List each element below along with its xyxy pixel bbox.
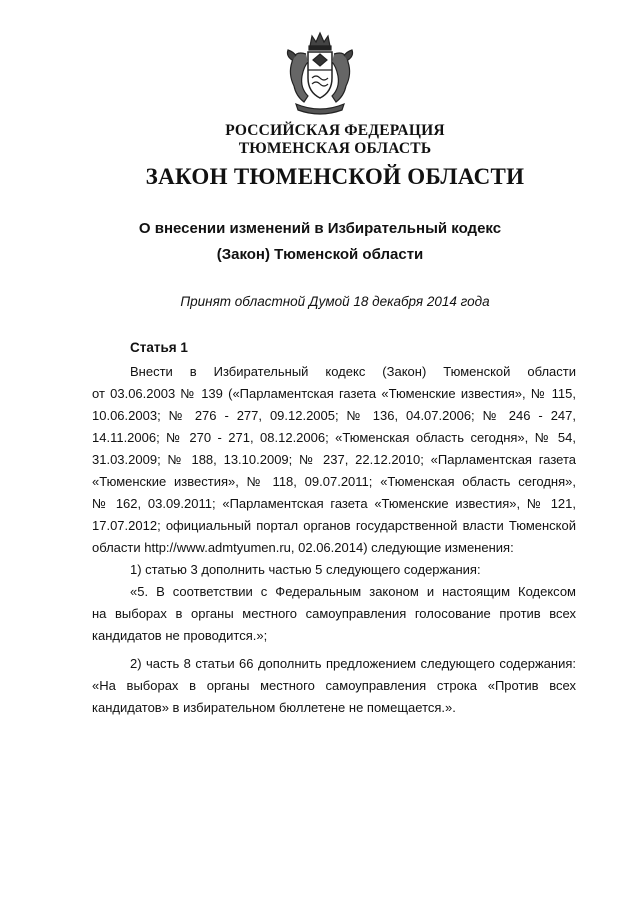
article-heading: Статья 1 xyxy=(130,340,188,355)
article-text-line: Внести в Избирательный кодекс (Закон) Тюменской области xyxy=(130,364,576,379)
amendment-2-intro: 2) часть 8 статьи 66 дополнить предложением следующего содержания: xyxy=(130,656,576,671)
adoption-date: Принят областной Думой 18 декабря 2014 года xyxy=(180,294,490,309)
law-type-heading: ЗАКОН ТЮМЕНСКОЙ ОБЛАСТИ xyxy=(145,164,525,189)
article-text-line: от 03.06.2003 № 139 («Парламентская газета «Тюменские известия», № 115, xyxy=(92,386,576,401)
article-text-line: 14.11.2006; № 270 - 271, 08.12.2006; «Тюменская область сегодня», № 54, xyxy=(92,430,576,445)
article-text-line: области http://www.admtyumen.ru, 02.06.2014) следующие изменения: xyxy=(92,540,514,555)
amendment-1-text-line: «5. В соответствии с Федеральным законом и настоящим Кодексом xyxy=(130,584,576,599)
article-text-line: 31.03.2009; № 188, 13.10.2009; № 237, 22.12.2010; «Парламентская газета xyxy=(92,452,576,467)
article-text-line: «Тюменские известия», № 118, 09.07.2011; «Тюменская область сегодня», xyxy=(92,474,576,489)
amendment-1-text-line: кандидатов не проводится.»; xyxy=(92,628,268,643)
article-text-line: 17.07.2012; официальный портал органов государственной власти Тюменской xyxy=(92,518,576,533)
amendment-2-text-line: «На выборах в органы местного самоуправления строка «Против всех xyxy=(92,678,576,693)
amendment-2-text-line: кандидатов» в избирательном бюллетене не помещается.». xyxy=(92,700,456,715)
law-title-line-1: О внесении изменений в Избирательный кодекс xyxy=(138,220,502,237)
country-heading: РОССИЙСКАЯ ФЕДЕРАЦИЯ xyxy=(225,122,445,139)
region-heading: ТЮМЕНСКАЯ ОБЛАСТЬ xyxy=(238,140,432,157)
article-text-line: № 162, 03.09.2011; «Парламентская газета «Тюменские известия», № 121, xyxy=(92,496,576,511)
amendment-1-text-line: на выборах в органы местного самоуправления голосование против всех xyxy=(92,606,576,621)
amendment-1-intro: 1) статью 3 дополнить частью 5 следующего содержания: xyxy=(130,562,481,577)
article-text-line: 10.06.2003; № 276 - 277, 09.12.2005; № 136, 04.07.2006; № 246 - 247, xyxy=(92,408,576,423)
law-title-line-2: (Закон) Тюменской области xyxy=(216,246,424,263)
coat-of-arms-emblem xyxy=(282,30,358,116)
